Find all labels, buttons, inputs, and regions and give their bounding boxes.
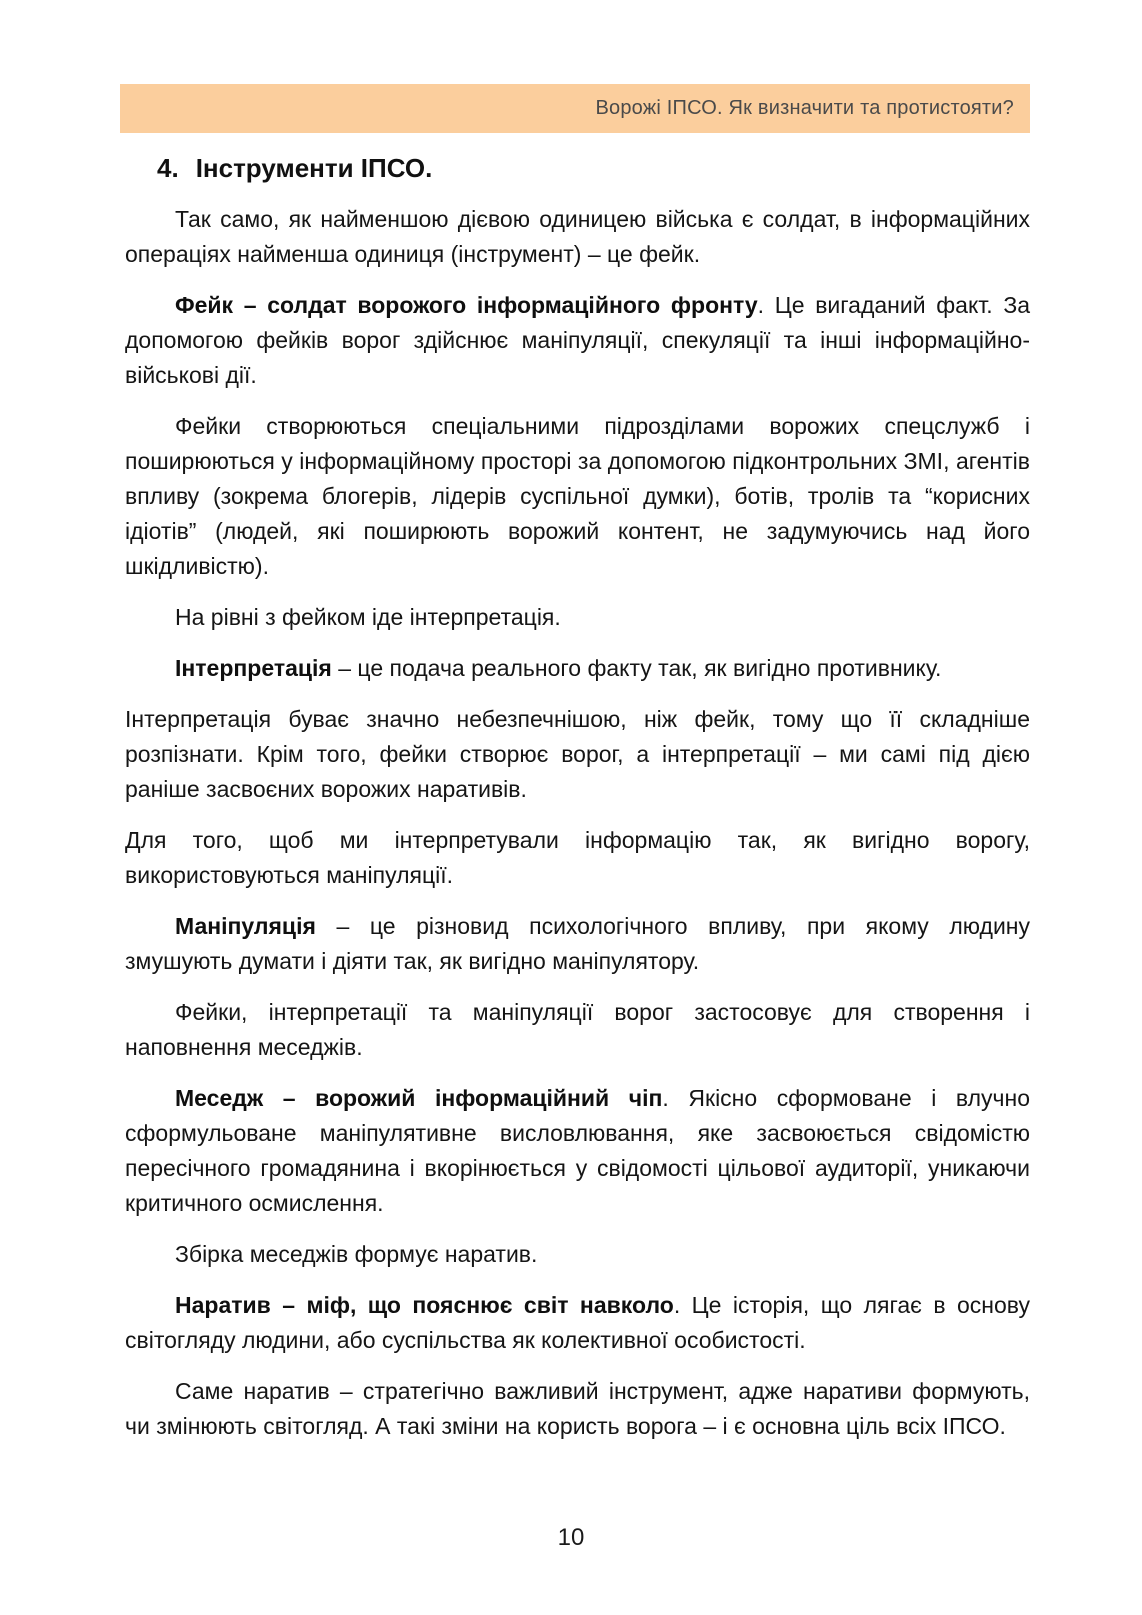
paragraph <box>125 600 1030 635</box>
paragraph <box>125 702 1030 807</box>
paragraph-lead-term: Інтерпретація <box>175 655 332 681</box>
paragraph <box>125 1374 1030 1444</box>
paragraph-text: Для того, щоб ми інтерпретували інформацію так, як вигідно ворогу, використовуються маніпуляції. <box>125 827 1030 888</box>
paragraph <box>125 1288 1030 1358</box>
paragraph <box>125 1081 1030 1221</box>
section-heading <box>157 150 1030 186</box>
paragraph-text: Фейки створюються спеціальними підрозділами ворожих спецслужб і поширюються у інформаційному просторі за допомогою підконтрольних ЗМІ, агентів впливу (зокрема блогерів, лідерів суспільної думки), ботів, тролів та “корисних ідіотів” (людей, які поширюють ворожий контент, не задумуючись над його шкідливістю). <box>125 413 1030 579</box>
paragraph <box>125 288 1030 393</box>
paragraph-text: Так само, як найменшою дієвою одиницею війська є солдат, в інформаційних операціях найменша одиниця (інструмент) – це фейк. <box>125 206 1030 267</box>
paragraph-text: – це подача реального факту так, як вигідно противнику. <box>331 655 942 681</box>
paragraph-text: Фейки, інтерпретації та маніпуляції ворог застосовує для створення і наповнення меседжів. <box>125 999 1030 1060</box>
paragraph <box>125 823 1030 893</box>
paragraph-lead-term: Фейк – солдат ворожого інформаційного фронту <box>175 292 758 318</box>
paragraph-lead-term: Меседж – ворожий інформаційний чіп <box>175 1085 663 1111</box>
paragraph <box>125 1237 1030 1272</box>
page-content <box>125 150 1030 1444</box>
paragraph <box>125 909 1030 979</box>
paragraph-text: . Якісно сформоване і влучно сформульоване маніпулятивне висловлювання, яке засвоюється свідомістю пересічного громадянина і вкорінюється у свідомості цільової аудиторії, уникаючи критичного осмислення. <box>125 1085 1030 1216</box>
page-header-band <box>120 84 1030 133</box>
paragraph-text: На рівні з фейком іде інтерпретація. <box>175 604 561 630</box>
paragraph-text: . Це вигаданий факт. За допомогою фейків ворог здійснює маніпуляції, спекуляції та інші інформаційно-військові дії. <box>125 292 1030 388</box>
section-number: 4. <box>157 153 179 183</box>
paragraph <box>125 651 1030 686</box>
paragraph-text: Саме наратив – стратегічно важливий інструмент, адже наративи формують, чи змінюють світогляд. А такі зміни на користь ворога – і є основна ціль всіх ІПСО. <box>125 1378 1030 1439</box>
page-number: 10 <box>557 1524 585 1551</box>
paragraph-lead-term: Наратив – міф, що пояснює світ навколо <box>175 1292 674 1318</box>
section-title: Інструменти ІПСО. <box>195 153 433 183</box>
paragraph-text: – це різновид психологічного впливу, при якому людину змушують думати і діяти так, як вигідно маніпулятору. <box>125 913 1030 974</box>
paragraph-text: Збірка меседжів формує наратив. <box>175 1241 538 1267</box>
paragraph <box>125 202 1030 272</box>
paragraph-lead-term: Маніпуляція <box>175 913 316 939</box>
running-header-title: Ворожі ІПСО. Як визначити та протистояти? <box>595 97 1014 119</box>
paragraph-text: . Це історія, що лягає в основу світогляду людини, або суспільства як колективної особистості. <box>125 1292 1031 1353</box>
paragraph-text: Інтерпретація буває значно небезпечнішою, ніж фейк, тому що її складніше розпізнати. Крім того, фейки створює ворог, а інтерпретації – ми самі під дією раніше засвоєних ворожих наративів. <box>125 706 1030 802</box>
paragraph <box>125 409 1030 584</box>
paragraph <box>125 995 1030 1065</box>
